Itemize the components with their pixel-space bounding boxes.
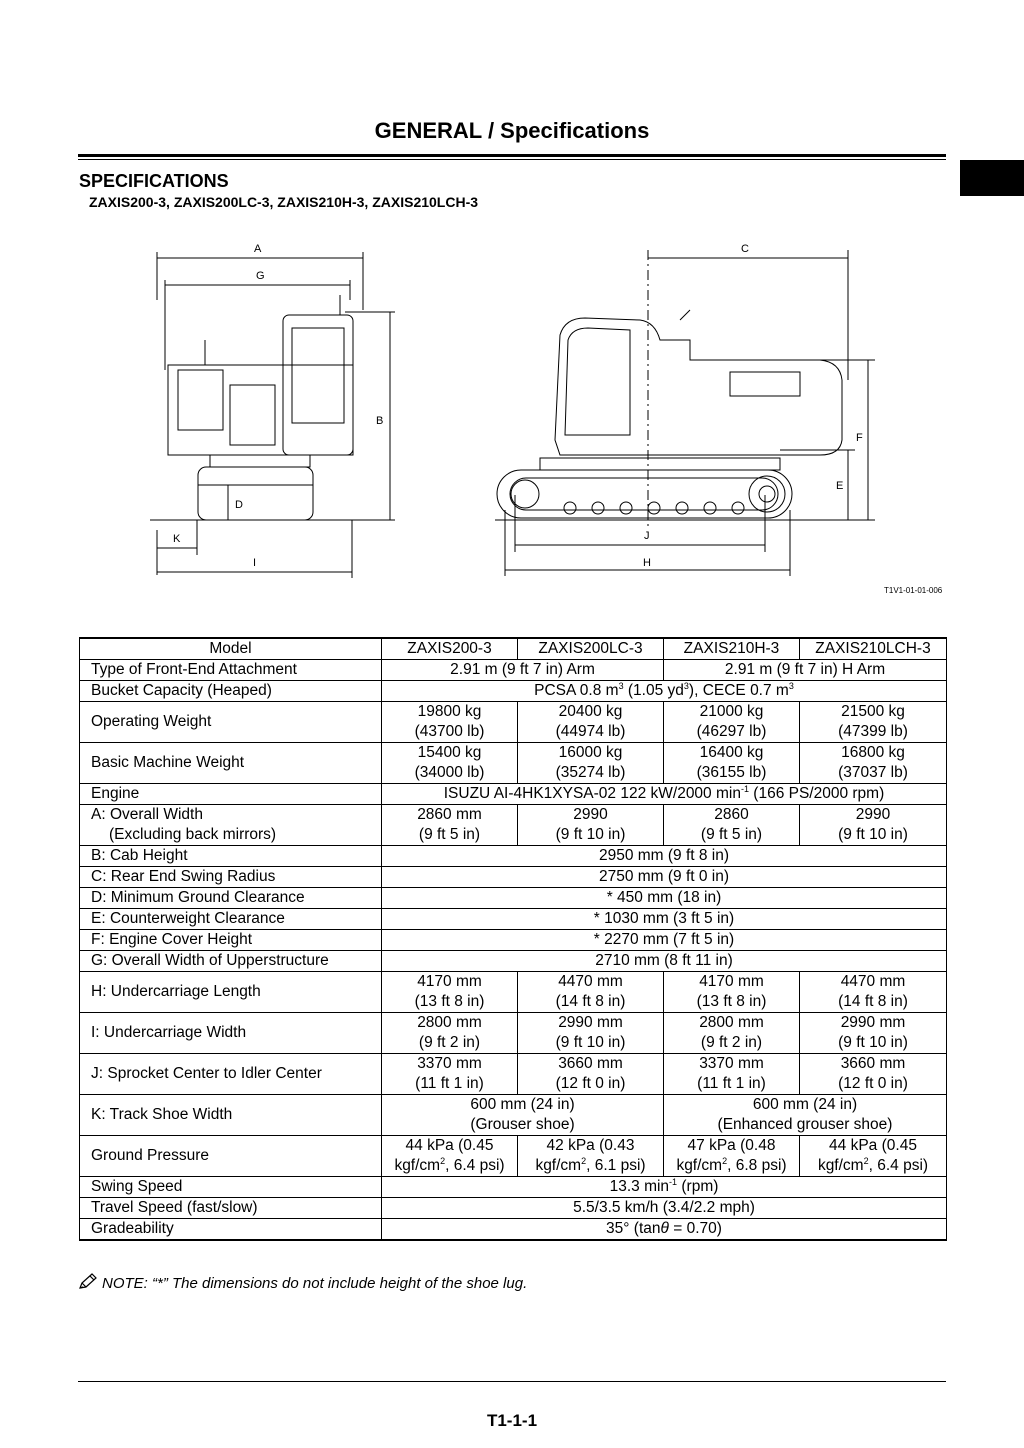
cell-value: 2750 mm (9 ft 0 in)	[382, 867, 947, 888]
table-row	[80, 909, 947, 930]
row-label: Operating Weight	[80, 702, 382, 743]
cell-value: * 1030 mm (3 ft 5 in)	[382, 909, 947, 930]
row-label: Gradeability	[80, 1219, 382, 1241]
cell-value: 2990 mm (9 ft 10 in)	[518, 1013, 664, 1054]
dim-label-k: K	[173, 533, 181, 545]
cell-value: 21500 kg (47399 lb)	[800, 702, 947, 743]
cell-value: 2800 mm (9 ft 2 in)	[664, 1013, 800, 1054]
table-row	[80, 743, 947, 784]
table-row	[80, 1054, 947, 1095]
row-label: Ground Pressure	[80, 1136, 382, 1177]
cell-value: 16800 kg (37037 lb)	[800, 743, 947, 784]
cell-value: 2710 mm (8 ft 11 in)	[382, 951, 947, 972]
table-row	[80, 846, 947, 867]
cell-value: 20400 kg (44974 lb)	[518, 702, 664, 743]
table-row	[80, 784, 947, 805]
row-label: C: Rear End Swing Radius	[80, 867, 382, 888]
cell-value: 2800 mm (9 ft 2 in)	[382, 1013, 518, 1054]
cell-value: ISUZU AI-4HK1XYSA-02 122 kW/2000 $\min^{-1} (166$ PS/2000 rpm)	[382, 784, 947, 805]
note	[78, 1272, 527, 1294]
cell-value: 47 kPa (0.48 kgf/$cm^2$, 6.8 psi)	[664, 1136, 800, 1177]
page-number: T1-1-1	[486, 1411, 538, 1430]
dim-label-a: A	[254, 243, 262, 255]
cell-value: 35° (tanθ = 0.70)	[382, 1219, 947, 1241]
cell-value: 15400 kg (34000 lb)	[382, 743, 518, 784]
cell-value: 13.3 $\min^{-1} (rpm)$	[382, 1177, 947, 1198]
dim-label-j: J	[644, 530, 650, 542]
row-label: Travel Speed (fast/slow)	[80, 1198, 382, 1219]
row-label: A: Overall Width (Excluding back mirrors)	[80, 805, 382, 846]
side-track	[497, 470, 792, 518]
row-label: H: Undercarriage Length	[80, 972, 382, 1013]
cell-value: 19800 kg (43700 lb)	[382, 702, 518, 743]
model-header: ZAXIS210H-3	[664, 638, 800, 660]
cell-value: 44 kPa (0.45 kgf/$cm^2$, 6.4 psi)	[382, 1136, 518, 1177]
cell-value: * 2270 mm (7 ft 5 in)	[382, 930, 947, 951]
dim-label-b: B	[376, 415, 384, 427]
pencil-note-icon	[78, 1272, 98, 1294]
sprocket-wheel	[749, 476, 785, 512]
table-row	[80, 681, 947, 702]
dim-label-c: C	[741, 243, 749, 255]
section-heading: SPECIFICATIONS	[79, 171, 229, 191]
row-label: I: Undercarriage Width	[80, 1013, 382, 1054]
cell-value: 16000 kg (35274 lb)	[518, 743, 664, 784]
row-label: E: Counterweight Clearance	[80, 909, 382, 930]
row-label: D: Minimum Ground Clearance	[80, 888, 382, 909]
model-header: ZAXIS200LC-3	[518, 638, 664, 660]
row-label: Swing Speed	[80, 1177, 382, 1198]
front-cab	[283, 315, 353, 455]
table-row	[80, 1095, 947, 1136]
table-row	[80, 1177, 947, 1198]
model-header: ZAXIS200-3	[382, 638, 518, 660]
cell-value: 3370 mm (11 ft 1 in)	[382, 1054, 518, 1095]
cell-value: 2990 mm (9 ft 10 in)	[800, 1013, 947, 1054]
cell-value: 44 kPa (0.45 kgf/$cm^2$, 6.4 psi)	[800, 1136, 947, 1177]
footer-rule	[78, 1381, 946, 1382]
table-row	[80, 972, 947, 1013]
dim-label-g: G	[256, 270, 265, 282]
table-row	[80, 867, 947, 888]
cell-value: 3660 mm (12 ft 0 in)	[800, 1054, 947, 1095]
cell-value: 2860 (9 ft 5 in)	[664, 805, 800, 846]
table-row	[80, 805, 947, 846]
table-row	[80, 638, 947, 660]
dim-label-e: E	[836, 480, 844, 492]
excavator-dimension-diagram	[0, 0, 1024, 600]
cell-value: 2.91 m (9 ft 7 in) H Arm	[664, 660, 947, 681]
table-row	[80, 1219, 947, 1241]
cell-value: 4170 mm (13 ft 8 in)	[382, 972, 518, 1013]
cell-value: 600 mm (24 in) (Grouser shoe)	[382, 1095, 664, 1136]
page-title: GENERAL / Specifications	[374, 118, 650, 143]
row-label: J: Sprocket Center to Idler Center	[80, 1054, 382, 1095]
table-row	[80, 1013, 947, 1054]
cell-value: 3660 mm (12 ft 0 in)	[518, 1054, 664, 1095]
dim-label-f: F	[856, 432, 863, 444]
row-label: G: Overall Width of Upperstructure	[80, 951, 382, 972]
cell-value: 16400 kg (36155 lb)	[664, 743, 800, 784]
table-row	[80, 951, 947, 972]
row-label: Type of Front-End Attachment	[80, 660, 382, 681]
front-upperstructure	[168, 365, 353, 455]
table-row	[80, 1198, 947, 1219]
side-upperstructure	[555, 318, 842, 455]
dim-label-h: H	[643, 557, 651, 569]
cell-value: 4470 mm (14 ft 8 in)	[518, 972, 664, 1013]
figure-id: T1V1-01-01-006	[884, 586, 943, 595]
row-label: Bucket Capacity (Heaped)	[80, 681, 382, 702]
cell-value: 42 kPa (0.43 kgf/$cm^2$, 6.1 psi)	[518, 1136, 664, 1177]
cell-value: 5.5/3.5 km/h (3.4/2.2 mph)	[382, 1198, 947, 1219]
model-header: ZAXIS210LCH-3	[800, 638, 947, 660]
cell-value: 2950 mm (9 ft 8 in)	[382, 846, 947, 867]
cell-value: 2990 (9 ft 10 in)	[518, 805, 664, 846]
cell-value: PCSA 0.8 $m^3$ (1.05 $yd^3$), CECE 0.7 $m^3$	[382, 681, 947, 702]
side-cab	[565, 328, 630, 435]
note-text: NOTE: “*” The dimensions do not include height of the shoe lug.	[102, 1274, 528, 1292]
cell-value: 600 mm (24 in) (Enhanced grouser shoe)	[664, 1095, 947, 1136]
cell-value: 4170 mm (13 ft 8 in)	[664, 972, 800, 1013]
cell-value: * 450 mm (18 in)	[382, 888, 947, 909]
table-row	[80, 702, 947, 743]
row-label: Engine	[80, 784, 382, 805]
dim-label-d: D	[235, 499, 243, 511]
cell-value: 2990 (9 ft 10 in)	[800, 805, 947, 846]
table-row	[80, 930, 947, 951]
cell-value: 2.91 m (9 ft 7 in) Arm	[382, 660, 664, 681]
spec-table	[79, 637, 947, 1241]
row-label: Basic Machine Weight	[80, 743, 382, 784]
cell-value: 2860 mm (9 ft 5 in)	[382, 805, 518, 846]
model-header-label: Model	[80, 638, 382, 660]
cell-value: 4470 mm (14 ft 8 in)	[800, 972, 947, 1013]
idler-wheel	[511, 480, 539, 508]
table-row	[80, 1136, 947, 1177]
row-label: K: Track Shoe Width	[80, 1095, 382, 1136]
front-track	[198, 467, 313, 520]
table-row	[80, 888, 947, 909]
dim-label-i: I	[253, 557, 257, 569]
row-label: B: Cab Height	[80, 846, 382, 867]
table-row	[80, 660, 947, 681]
cell-value: 21000 kg (46297 lb)	[664, 702, 800, 743]
row-label: F: Engine Cover Height	[80, 930, 382, 951]
cell-value: 3370 mm (11 ft 1 in)	[664, 1054, 800, 1095]
model-list: ZAXIS200-3, ZAXIS200LC-3, ZAXIS210H-3, ZAXIS210LCH-3	[89, 194, 479, 210]
